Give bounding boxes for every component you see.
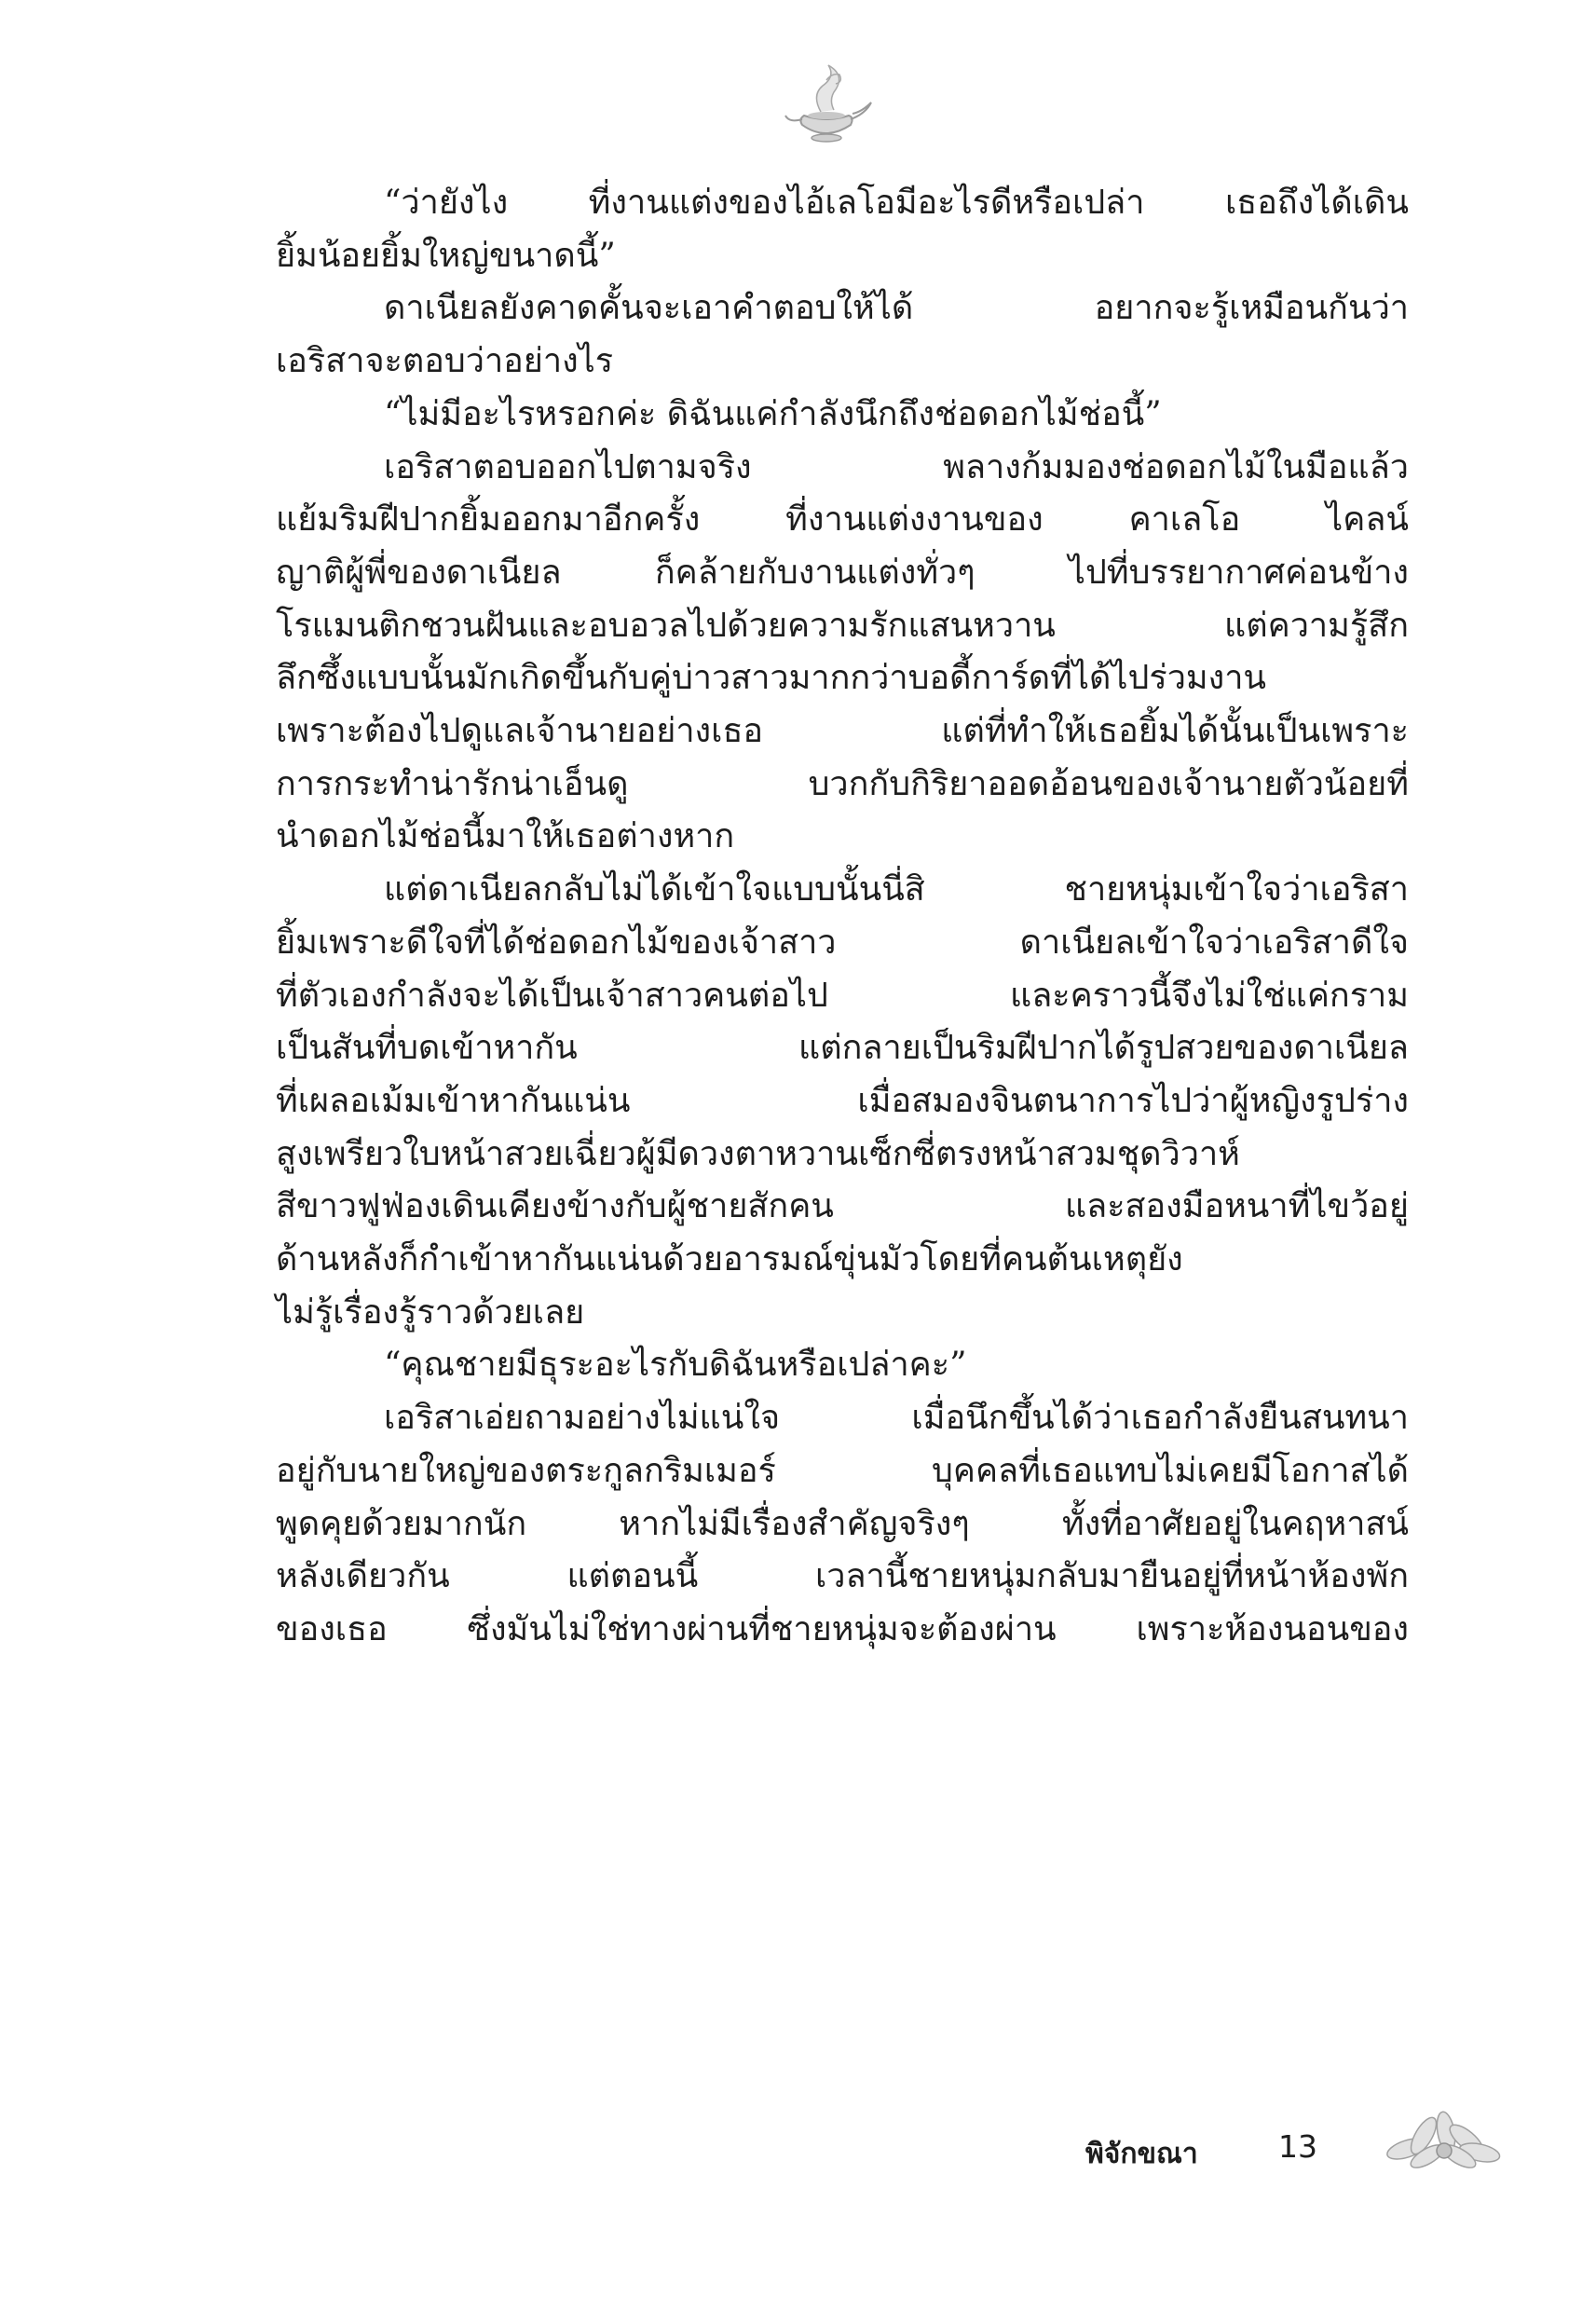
text-line: ที่ตัวเองกำลังจะได้เป็นเจ้าสาวคนต่อไป และคราวนี้จึงไม่ใช่แค่กราม	[276, 976, 1409, 1015]
text-line: เพราะต้องไปดูแลเจ้านายอย่างเธอ แต่ที่ทำให้เธอยิ้มได้นั้นเป็นเพราะ	[276, 712, 1409, 751]
text-line: “ไม่มีอะไรหรอกค่ะ ดิฉันแค่กำลังนึกถึงช่อดอกไม้ช่อนี้”	[384, 394, 1162, 433]
text-line: ที่เผลอเม้มเข้าหากันแน่น เมื่อสมองจินตนาการไปว่าผู้หญิงรูปร่าง	[276, 1081, 1409, 1120]
text-line: ยิ้มเพราะดีใจที่ได้ช่อดอกไม้ของเจ้าสาว ดาเนียลเข้าใจว่าเอริสาดีใจ	[276, 923, 1409, 962]
text-line: อยู่กับนายใหญ่ของตระกูลกริมเมอร์ บุคคลที่เธอแทบไม่เคยมีโอกาสได้	[276, 1451, 1409, 1490]
text-line: พูดคุยด้วยมากนัก หากไม่มีเรื่องสำคัญจริงๆ ทั้งที่อาศัยอยู่ในคฤหาสน์	[276, 1504, 1409, 1543]
text-line: ญาติผู้พี่ของดาเนียล ก็คล้ายกับงานแต่งทั่วๆ ไปที่บรรยากาศค่อนข้าง	[276, 553, 1409, 592]
text-line: การกระทำน่ารักน่าเอ็นดู บวกกับกิริยาออดอ้อนของเจ้านายตัวน้อยที่	[276, 764, 1409, 803]
text-line: แย้มริมฝีปากยิ้มออกมาอีกครั้ง ที่งานแต่งงานของ คาเลโอ ไคลน์	[276, 500, 1409, 540]
text-line: ด้านหลังก็กำเข้าหากันแน่นด้วยอารมณ์ขุ่นมัวโดยที่คนต้นเหตุยัง	[276, 1240, 1183, 1279]
text-line: ลึกซึ้งแบบนั้นมักเกิดขึ้นกับคู่บ่าวสาวมากกว่าบอดี้การ์ดที่ได้ไปร่วมงาน	[276, 659, 1267, 698]
text-line: “ว่ายังไง ที่งานแต่งของไอ้เลโอมีอะไรดีหรือเปล่า เธอถึงได้เดิน	[384, 184, 1409, 222]
footer-book-title: พิจักขณา	[1085, 2138, 1198, 2170]
text-line: ไม่รู้เรื่องรู้ราวด้วยเลย	[276, 1292, 585, 1332]
text-line: นำดอกไม้ช่อนี้มาให้เธอต่างหาก	[276, 817, 735, 856]
text-line: สีขาวฟูฟ่องเดินเคียงข้างกับผู้ชายสักคน และสองมือหนาที่ไขว้อยู่	[276, 1187, 1409, 1226]
text-line: เอริสาจะตอบว่าอย่างไร	[276, 342, 614, 381]
flower-ornament-icon	[1370, 2104, 1519, 2179]
text-line: ยิ้มน้อยยิ้มใหญ่ขนาดนี้”	[276, 236, 616, 275]
text-line: เอริสาตอบออกไปตามจริง พลางก้มมองช่อดอกไม้ในมือแล้ว	[384, 447, 1409, 486]
text-line: หลังเดียวกัน แต่ตอนนี้ เวลานี้ชายหนุ่มกลับมายืนอยู่ที่หน้าห้องพัก	[276, 1557, 1409, 1596]
text-line: เอริสาเอ่ยถามอย่างไม่แน่ใจ เมื่อนึกขึ้นได้ว่าเธอกำลังยืนสนทนา	[384, 1399, 1409, 1438]
text-line: สูงเพรียวใบหน้าสวยเฉี่ยวผู้มีดวงตาหวานเซ็กซี่ตรงหน้าสวมชุดวิวาห์	[276, 1134, 1240, 1173]
body-text	[276, 177, 1409, 1657]
page-number: 13	[1278, 2128, 1317, 2165]
magic-lamp-ornament-icon	[774, 58, 877, 151]
text-line: ดาเนียลยังคาดคั้นจะเอาคำตอบให้ได้ อยากจะรู้เหมือนกันว่า	[384, 289, 1409, 328]
text-line: แต่ดาเนียลกลับไม่ได้เข้าใจแบบนั้นนี่สิ ชายหนุ่มเข้าใจว่าเอริสา	[384, 870, 1409, 909]
text-line: เป็นสันที่บดเข้าหากัน แต่กลายเป็นริมฝีปากได้รูปสวยของดาเนียล	[276, 1029, 1409, 1068]
text-line: “คุณชายมีธุระอะไรกับดิฉันหรือเปล่าคะ”	[384, 1346, 967, 1385]
text-line: ของเธอ ซึ่งมันไม่ใช่ทางผ่านที่ชายหนุ่มจะต้องผ่าน เพราะห้องนอนของ	[276, 1609, 1409, 1648]
text-line: โรแมนติกชวนฝันและอบอวลไปด้วยความรักแสนหวาน แต่ความรู้สึก	[276, 606, 1409, 645]
